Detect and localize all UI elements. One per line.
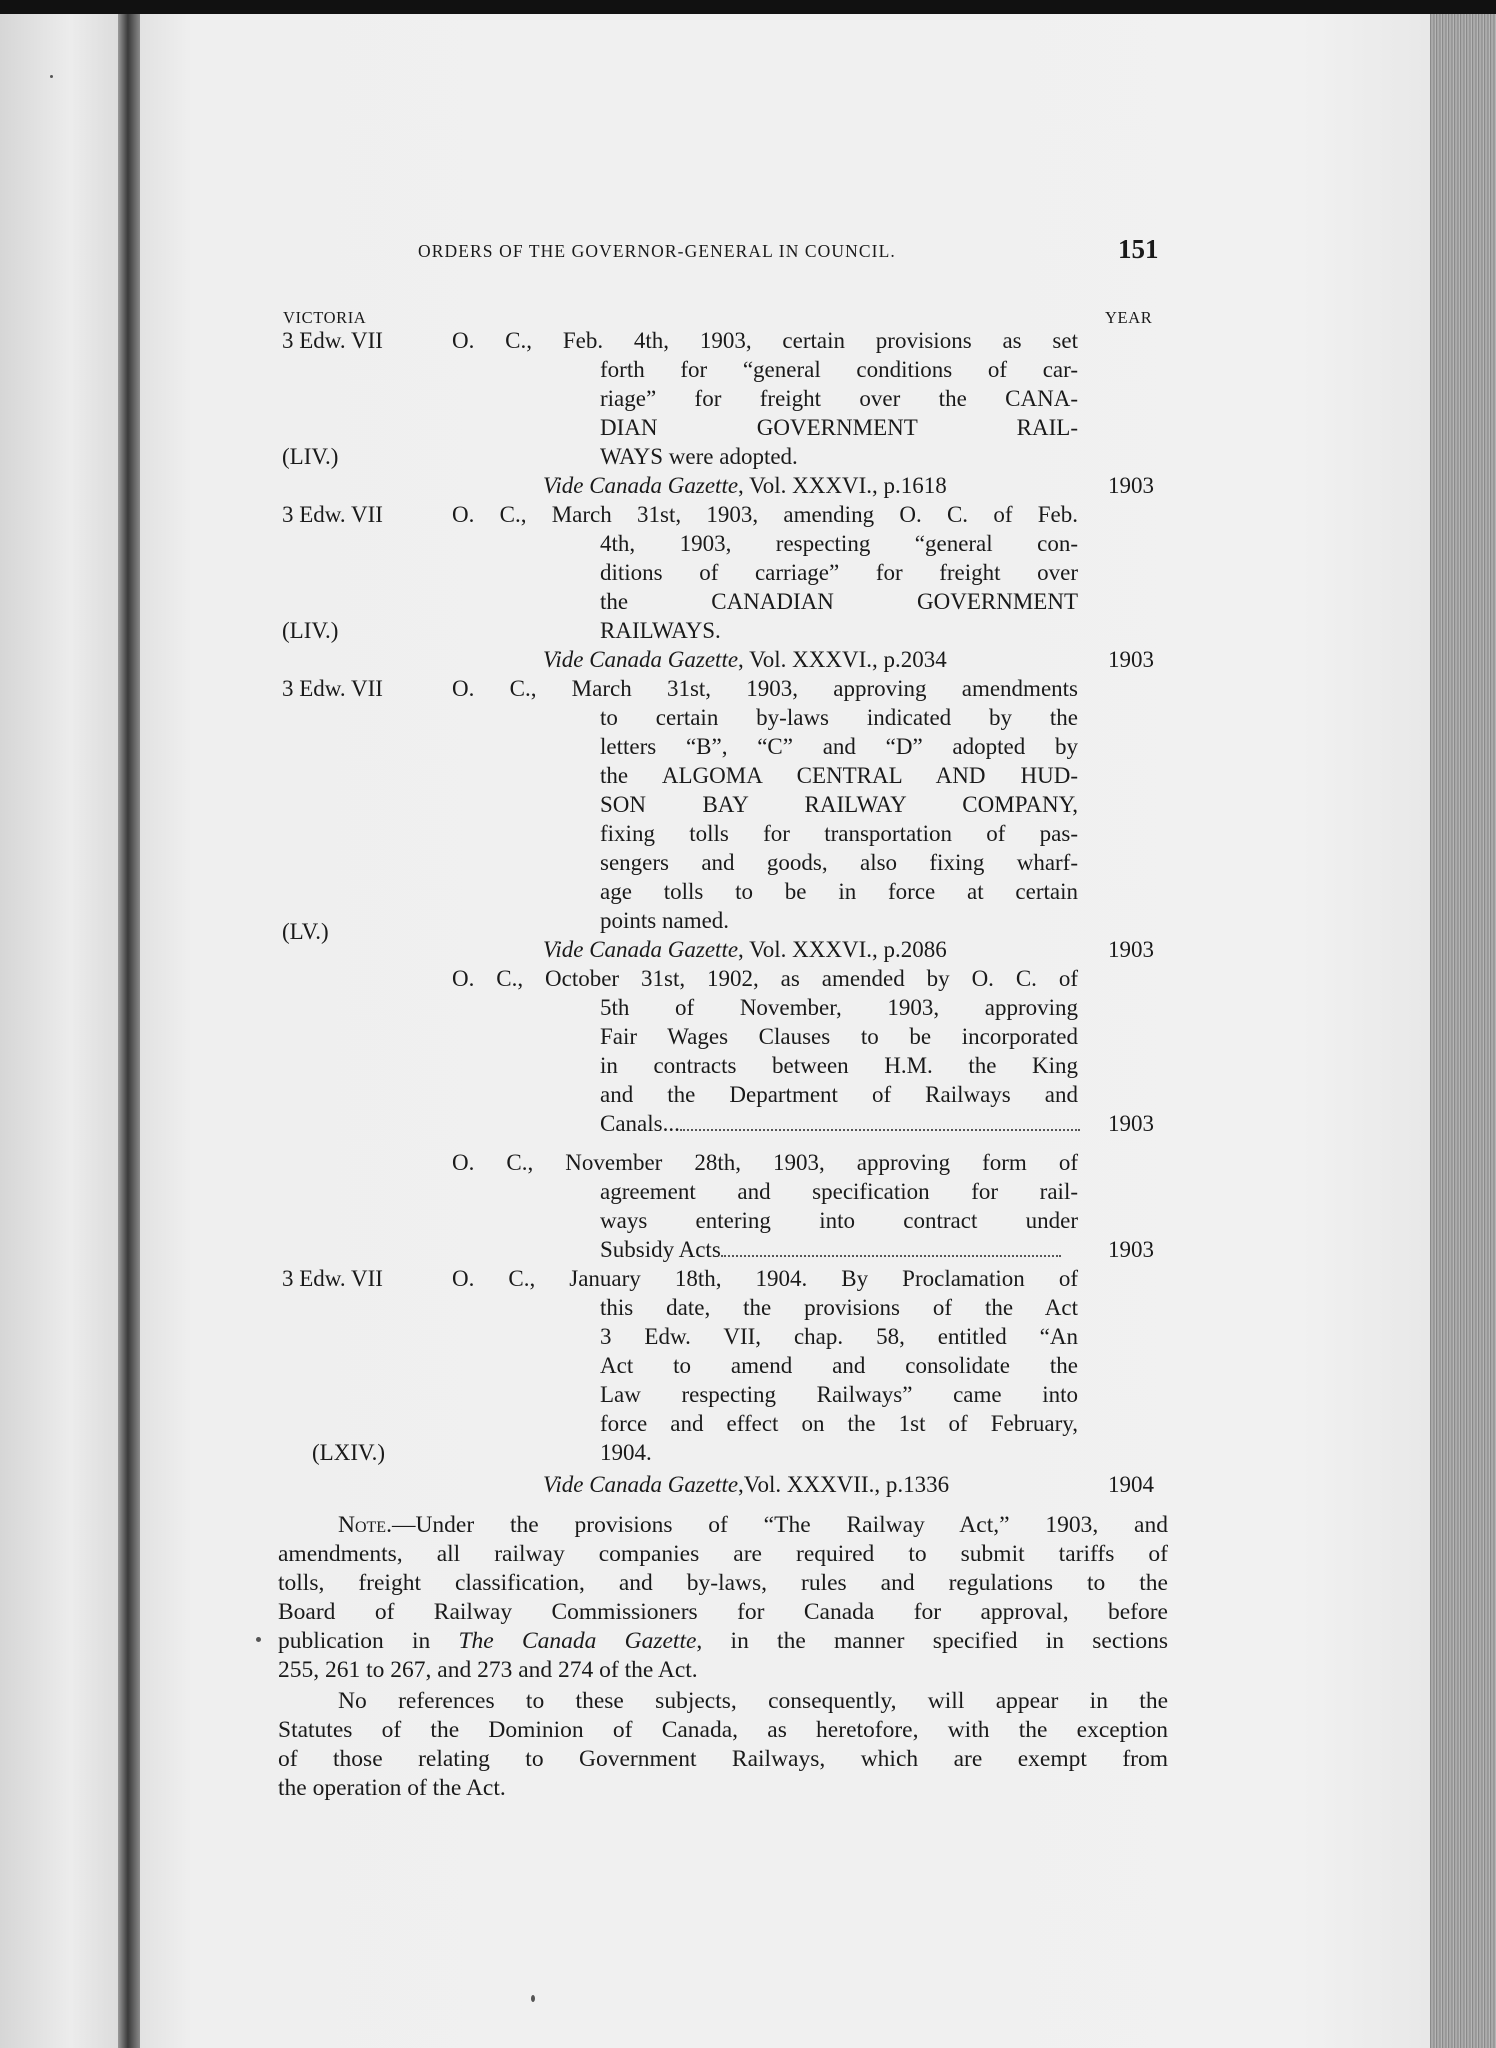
order-line: the CANADIAN GOVERNMENT [600, 589, 1078, 614]
order-line: in contracts between H.M. the King [600, 1053, 1078, 1078]
note-paragraph-line: Board of Railway Commissioners for Canada for approval, before [278, 1599, 1168, 1625]
order-line: agreement and specification for rail- [600, 1179, 1078, 1204]
note-paragraph-line: No references to these subjects, consequently, will appear in the [338, 1688, 1168, 1714]
order-line: DIAN GOVERNMENT RAIL- [600, 415, 1078, 440]
regnal-year: 3 Edw. VII [282, 676, 383, 701]
regnal-year: 3 Edw. VII [282, 502, 383, 527]
note-paragraph-line: tolls, freight classification, and by-laws, rules and regulations to the [278, 1570, 1168, 1596]
note-label: Note [338, 1512, 387, 1538]
note-paragraph-line: the operation of the Act. [278, 1775, 506, 1801]
column-head-victoria: VICTORIA [283, 308, 367, 327]
order-line: O. C., November 28th, 1903, approving form of [452, 1150, 1078, 1175]
page-number: 151 [1118, 234, 1159, 264]
order-line: fixing tolls for transportation of pas- [600, 821, 1078, 846]
year-value: 1903 [1108, 647, 1154, 672]
gazette-reference: Vide Canada Gazette,Vol. XXXVII., p.1336 [543, 1472, 950, 1497]
note-paragraph-line: of those relating to Government Railways, which are exempt from [278, 1746, 1168, 1772]
order-line: age tolls to be in force at certain [600, 879, 1078, 904]
year-value: 1903 [1108, 1237, 1154, 1262]
order-line: O. C., March 31st, 1903, approving amendments [452, 676, 1078, 701]
order-line: this date, the provisions of the Act [600, 1295, 1078, 1320]
chapter-number: (LIV.) [282, 444, 339, 469]
page-stack-edge [1430, 14, 1496, 2048]
running-head: ORDERS OF THE GOVERNOR-GENERAL IN COUNCIL. [418, 241, 896, 261]
scan-speck [256, 1637, 261, 1642]
order-line: Subsidy Acts [600, 1237, 1061, 1263]
book-gutter [118, 14, 140, 2048]
scan-top-border [0, 0, 1496, 14]
order-line: riage” for freight over the CANA- [600, 386, 1078, 411]
note-paragraph-line: publication in The Canada Gazette, in the manner specified in sections [278, 1628, 1168, 1654]
order-line: the ALGOMA CENTRAL AND HUD- [600, 763, 1078, 788]
order-line: forth for “general conditions of car- [600, 357, 1078, 382]
year-value: 1903 [1108, 937, 1154, 962]
facing-page-edge [0, 14, 118, 2048]
scan-speck [50, 75, 53, 78]
order-line: Fair Wages Clauses to be incorporated [600, 1024, 1078, 1049]
note-paragraph-line: amendments, all railway companies are required to submit tariffs of [278, 1541, 1168, 1567]
chapter-number: (LXIV.) [312, 1440, 386, 1465]
order-line: points named. [600, 908, 730, 933]
order-line: 5th of November, 1903, approving [600, 995, 1078, 1020]
note-paragraph-line: Statutes of the Dominion of Canada, as heretofore, with the exception [278, 1717, 1168, 1743]
scan-speck [531, 1995, 535, 2002]
note-paragraph-line: Note.—Under the provisions of “The Railway Act,” 1903, and [338, 1512, 1168, 1538]
order-line: O. C., January 18th, 1904. By Proclamation of [452, 1266, 1078, 1291]
order-line: to certain by-laws indicated by the [600, 705, 1078, 730]
order-line: SON BAY RAILWAY COMPANY, [600, 792, 1078, 817]
year-value: 1903 [1108, 473, 1154, 498]
order-line: 1904. [600, 1440, 652, 1465]
order-line: 4th, 1903, respecting “general con- [600, 531, 1078, 556]
order-line: ways entering into contract under [600, 1208, 1078, 1233]
regnal-year: 3 Edw. VII [282, 328, 383, 353]
order-line: Law respecting Railways” came into [600, 1382, 1078, 1407]
chapter-number: (LIV.) [282, 618, 339, 643]
regnal-year: 3 Edw. VII [282, 1266, 383, 1291]
chapter-number: (LV.) [282, 919, 329, 944]
order-line: O. C., October 31st, 1902, as amended by O. C. of [452, 966, 1078, 991]
order-line: O. C., Feb. 4th, 1903, certain provisions as set [452, 328, 1078, 353]
gazette-reference: Vide Canada Gazette, Vol. XXXVI., p.1618 [543, 473, 947, 498]
order-line: ditions of carriage” for freight over [600, 560, 1078, 585]
column-head-year: YEAR [1105, 308, 1153, 327]
order-line: letters “B”, “C” and “D” adopted by [600, 734, 1078, 759]
order-line: O. C., March 31st, 1903, amending O. C. of Feb. [452, 502, 1078, 527]
order-line: force and effect on the 1st of February, [600, 1411, 1078, 1436]
gazette-reference: Vide Canada Gazette, Vol. XXXVI., p.2034 [543, 647, 947, 672]
order-line: RAILWAYS. [600, 618, 721, 643]
year-value: 1904 [1108, 1472, 1154, 1497]
order-line: Canals... [600, 1111, 1080, 1137]
order-line: Act to amend and consolidate the [600, 1353, 1078, 1378]
order-line: 3 Edw. VII, chap. 58, entitled “An [600, 1324, 1078, 1349]
year-value: 1903 [1108, 1111, 1154, 1136]
note-paragraph-line: 255, 261 to 267, and 273 and 274 of the Act. [278, 1657, 698, 1683]
order-line: sengers and goods, also fixing wharf- [600, 850, 1078, 875]
gazette-reference: Vide Canada Gazette, Vol. XXXVI., p.2086 [543, 937, 947, 962]
order-line: and the Department of Railways and [600, 1082, 1078, 1107]
order-line: WAYS were adopted. [600, 444, 798, 469]
